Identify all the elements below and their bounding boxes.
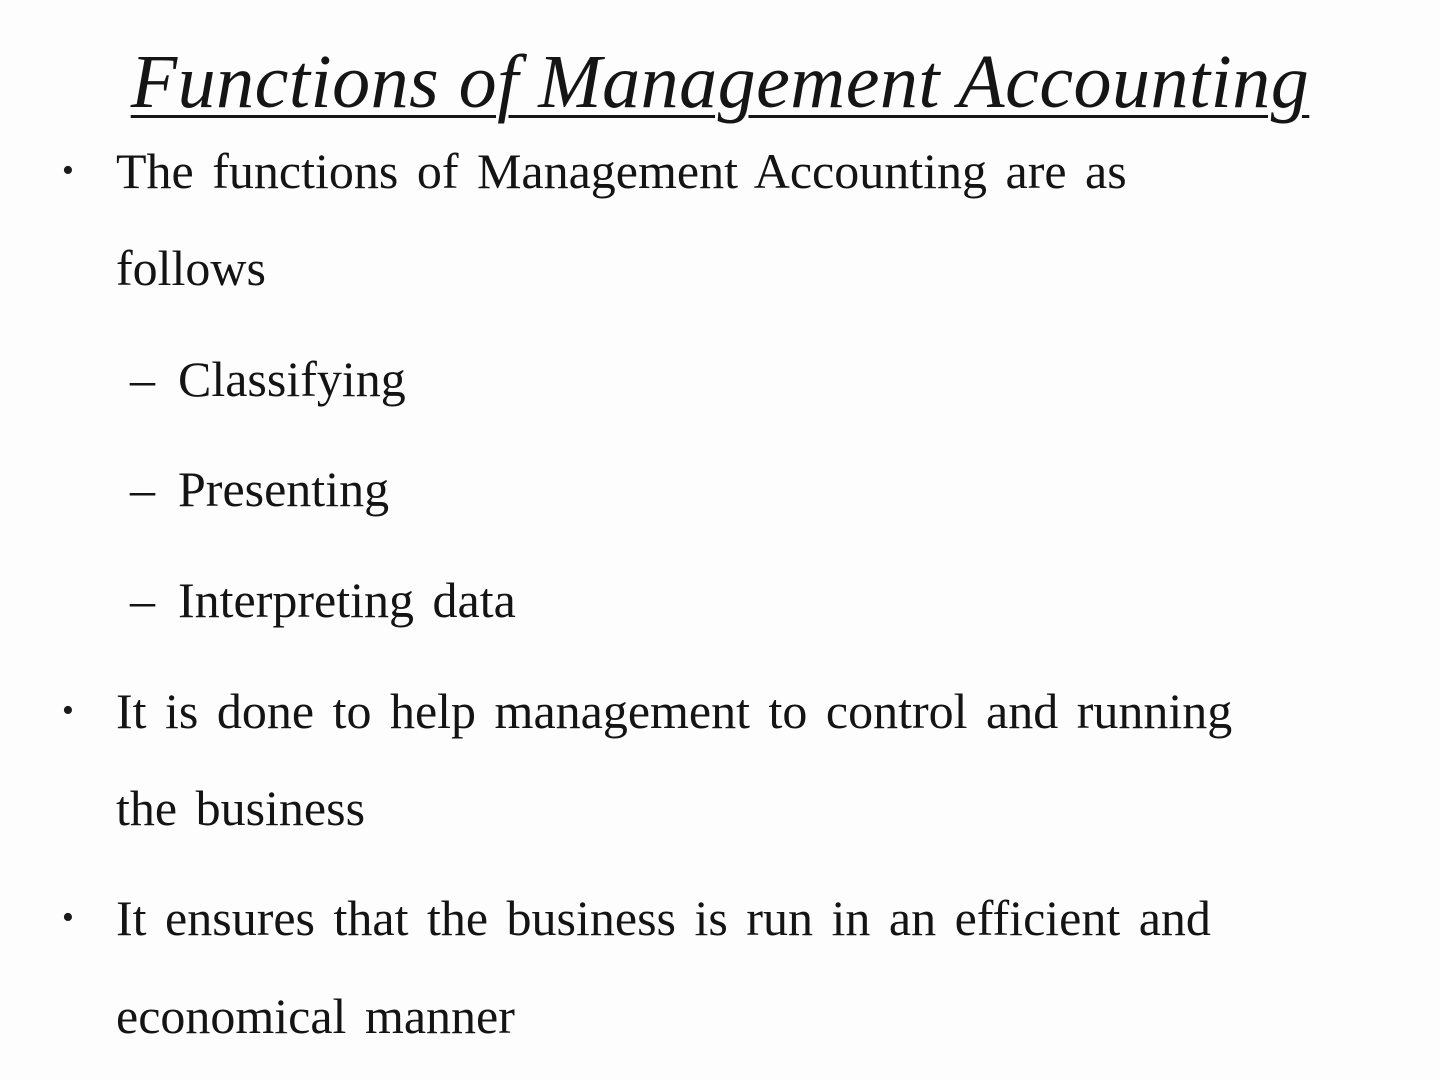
bullet-icon: • bbox=[62, 692, 74, 729]
bullet-3-line-2: economical manner bbox=[116, 988, 515, 1044]
bullet-1-line-2: follows bbox=[116, 240, 266, 296]
bullet-1-line-1: The functions of Management Accounting are as bbox=[116, 143, 1127, 199]
bullet-2-line-1: It is done to help management to control and running bbox=[116, 683, 1233, 739]
bullet-3-line-1: It ensures that the business is run in an efficient and bbox=[116, 890, 1211, 946]
dash-icon: – bbox=[130, 351, 155, 407]
sub-item-classifying: Classifying bbox=[178, 351, 406, 407]
sub-item-presenting: Presenting bbox=[178, 461, 390, 517]
dash-icon: – bbox=[130, 572, 155, 628]
bullet-2-line-2: the business bbox=[116, 780, 366, 836]
sub-item-interpreting-data: Interpreting data bbox=[178, 572, 516, 628]
bullet-icon: • bbox=[62, 899, 74, 936]
bullet-icon: • bbox=[62, 152, 74, 189]
dash-icon: – bbox=[130, 461, 155, 517]
slide-title: Functions of Management Accounting bbox=[130, 40, 1310, 124]
